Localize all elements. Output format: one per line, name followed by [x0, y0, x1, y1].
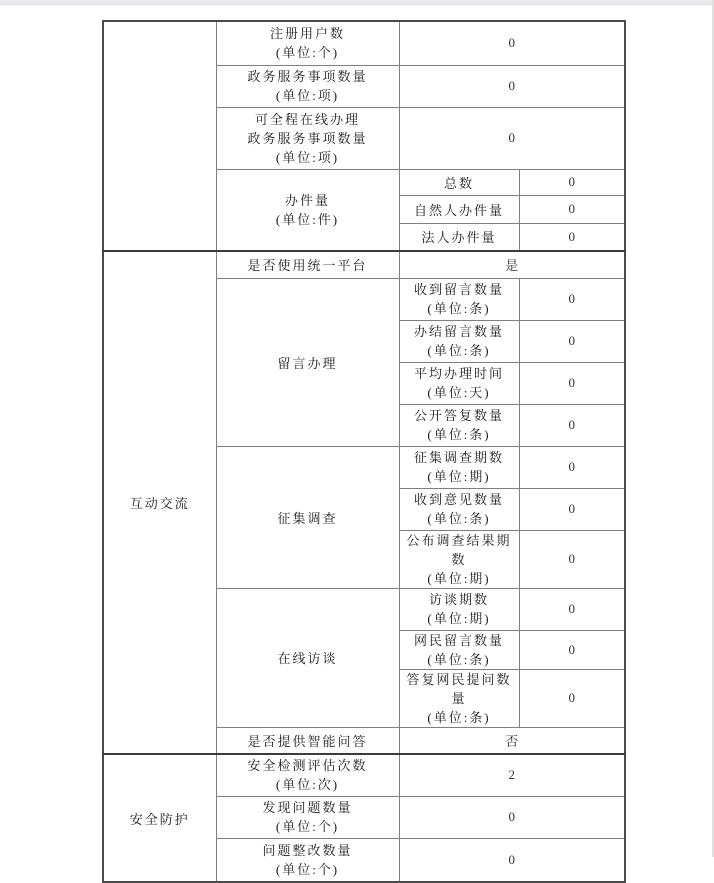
row-unit: (单位:项): [275, 149, 340, 165]
row-value: 0: [399, 796, 625, 838]
report-table: [102, 20, 626, 883]
sub-label-opinions-received: 收到意见数量 (单位:条): [399, 488, 519, 530]
sub-label-legal-person: 法人办件量: [399, 223, 519, 251]
sub-value: 0: [519, 630, 625, 669]
page-top-edge: [0, 0, 714, 5]
sub-value: 0: [519, 320, 625, 362]
sub-value: 0: [519, 530, 625, 588]
group-case-volume: [216, 169, 399, 251]
row-value: 0: [399, 21, 625, 65]
sub-value: 0: [519, 446, 625, 488]
sub-value: 0: [519, 404, 625, 446]
sub-label-completed-messages: 办结留言数量 (单位:条): [399, 320, 519, 362]
sub-value: 0: [519, 169, 625, 195]
sub-label-interview-periods: 访谈期数 (单位:期): [399, 588, 519, 630]
row-registered-users: [216, 21, 399, 65]
row-online-service-items: [216, 107, 399, 169]
sub-label-replies-to-netizens: 答复网民提问数量 (单位:条): [399, 669, 519, 727]
sub-label-avg-processing-time: 平均办理时间 (单位:天): [399, 362, 519, 404]
row-value: 0: [399, 107, 625, 169]
row-problems-rectified: 问题整改数量 (单位:个): [216, 838, 399, 882]
section-label-cell-empty: [103, 21, 216, 251]
row-label: 注册用户数: [269, 26, 345, 42]
section-label-security: 安全防护: [103, 754, 216, 882]
row-value: 2: [399, 754, 625, 796]
sub-value: 0: [519, 488, 625, 530]
row-value: 否: [399, 727, 625, 754]
sub-label-natural-person: 自然人办件量: [399, 195, 519, 223]
sub-value: 0: [519, 588, 625, 630]
row-unified-platform: 是否使用统一平台: [216, 251, 399, 278]
row-label: 可全程在线办理: [254, 111, 360, 127]
sub-label-survey-periods: 征集调查期数 (单位:期): [399, 446, 519, 488]
group-message-handling: 留言办理: [216, 278, 399, 446]
row-unit: (单位:项): [275, 88, 340, 103]
sub-value: 0: [519, 669, 625, 727]
row-smart-qa: 是否提供智能问答: [216, 727, 399, 754]
row-value: 是: [399, 251, 625, 278]
sub-label-survey-results-published: 公布调查结果期数 (单位:期): [399, 530, 519, 588]
row-service-items: [216, 65, 399, 107]
sub-value: 0: [519, 223, 625, 251]
sub-value: 0: [519, 195, 625, 223]
sub-value: 0: [519, 278, 625, 320]
row-unit: (单位:个): [275, 45, 340, 61]
group-solicitation-survey: 征集调查: [216, 446, 399, 588]
row-label: 政务服务事项数量: [247, 69, 368, 84]
sub-label-public-replies: 公开答复数量 (单位:条): [399, 404, 519, 446]
table-row: [103, 21, 625, 65]
row-problems-found: 发现问题数量 (单位:个): [216, 796, 399, 838]
section-label-interaction: 互动交流: [103, 251, 216, 754]
row-value: 0: [399, 838, 625, 882]
table-row: [103, 754, 625, 796]
sub-label-netizen-messages: 网民留言数量 (单位:条): [399, 630, 519, 669]
sub-label-received-messages: 收到留言数量 (单位:条): [399, 278, 519, 320]
row-label: 政务服务事项数量: [247, 130, 368, 146]
row-security-assessments: 安全检测评估次数 (单位:次): [216, 754, 399, 796]
group-label: 办件量: [284, 192, 330, 208]
group-unit: (单位:件): [275, 211, 340, 227]
sub-label-total: 总数: [399, 169, 519, 195]
table-row: [103, 251, 625, 278]
group-online-interviews: 在线访谈: [216, 588, 399, 727]
row-value: 0: [399, 65, 625, 107]
sub-value: 0: [519, 362, 625, 404]
